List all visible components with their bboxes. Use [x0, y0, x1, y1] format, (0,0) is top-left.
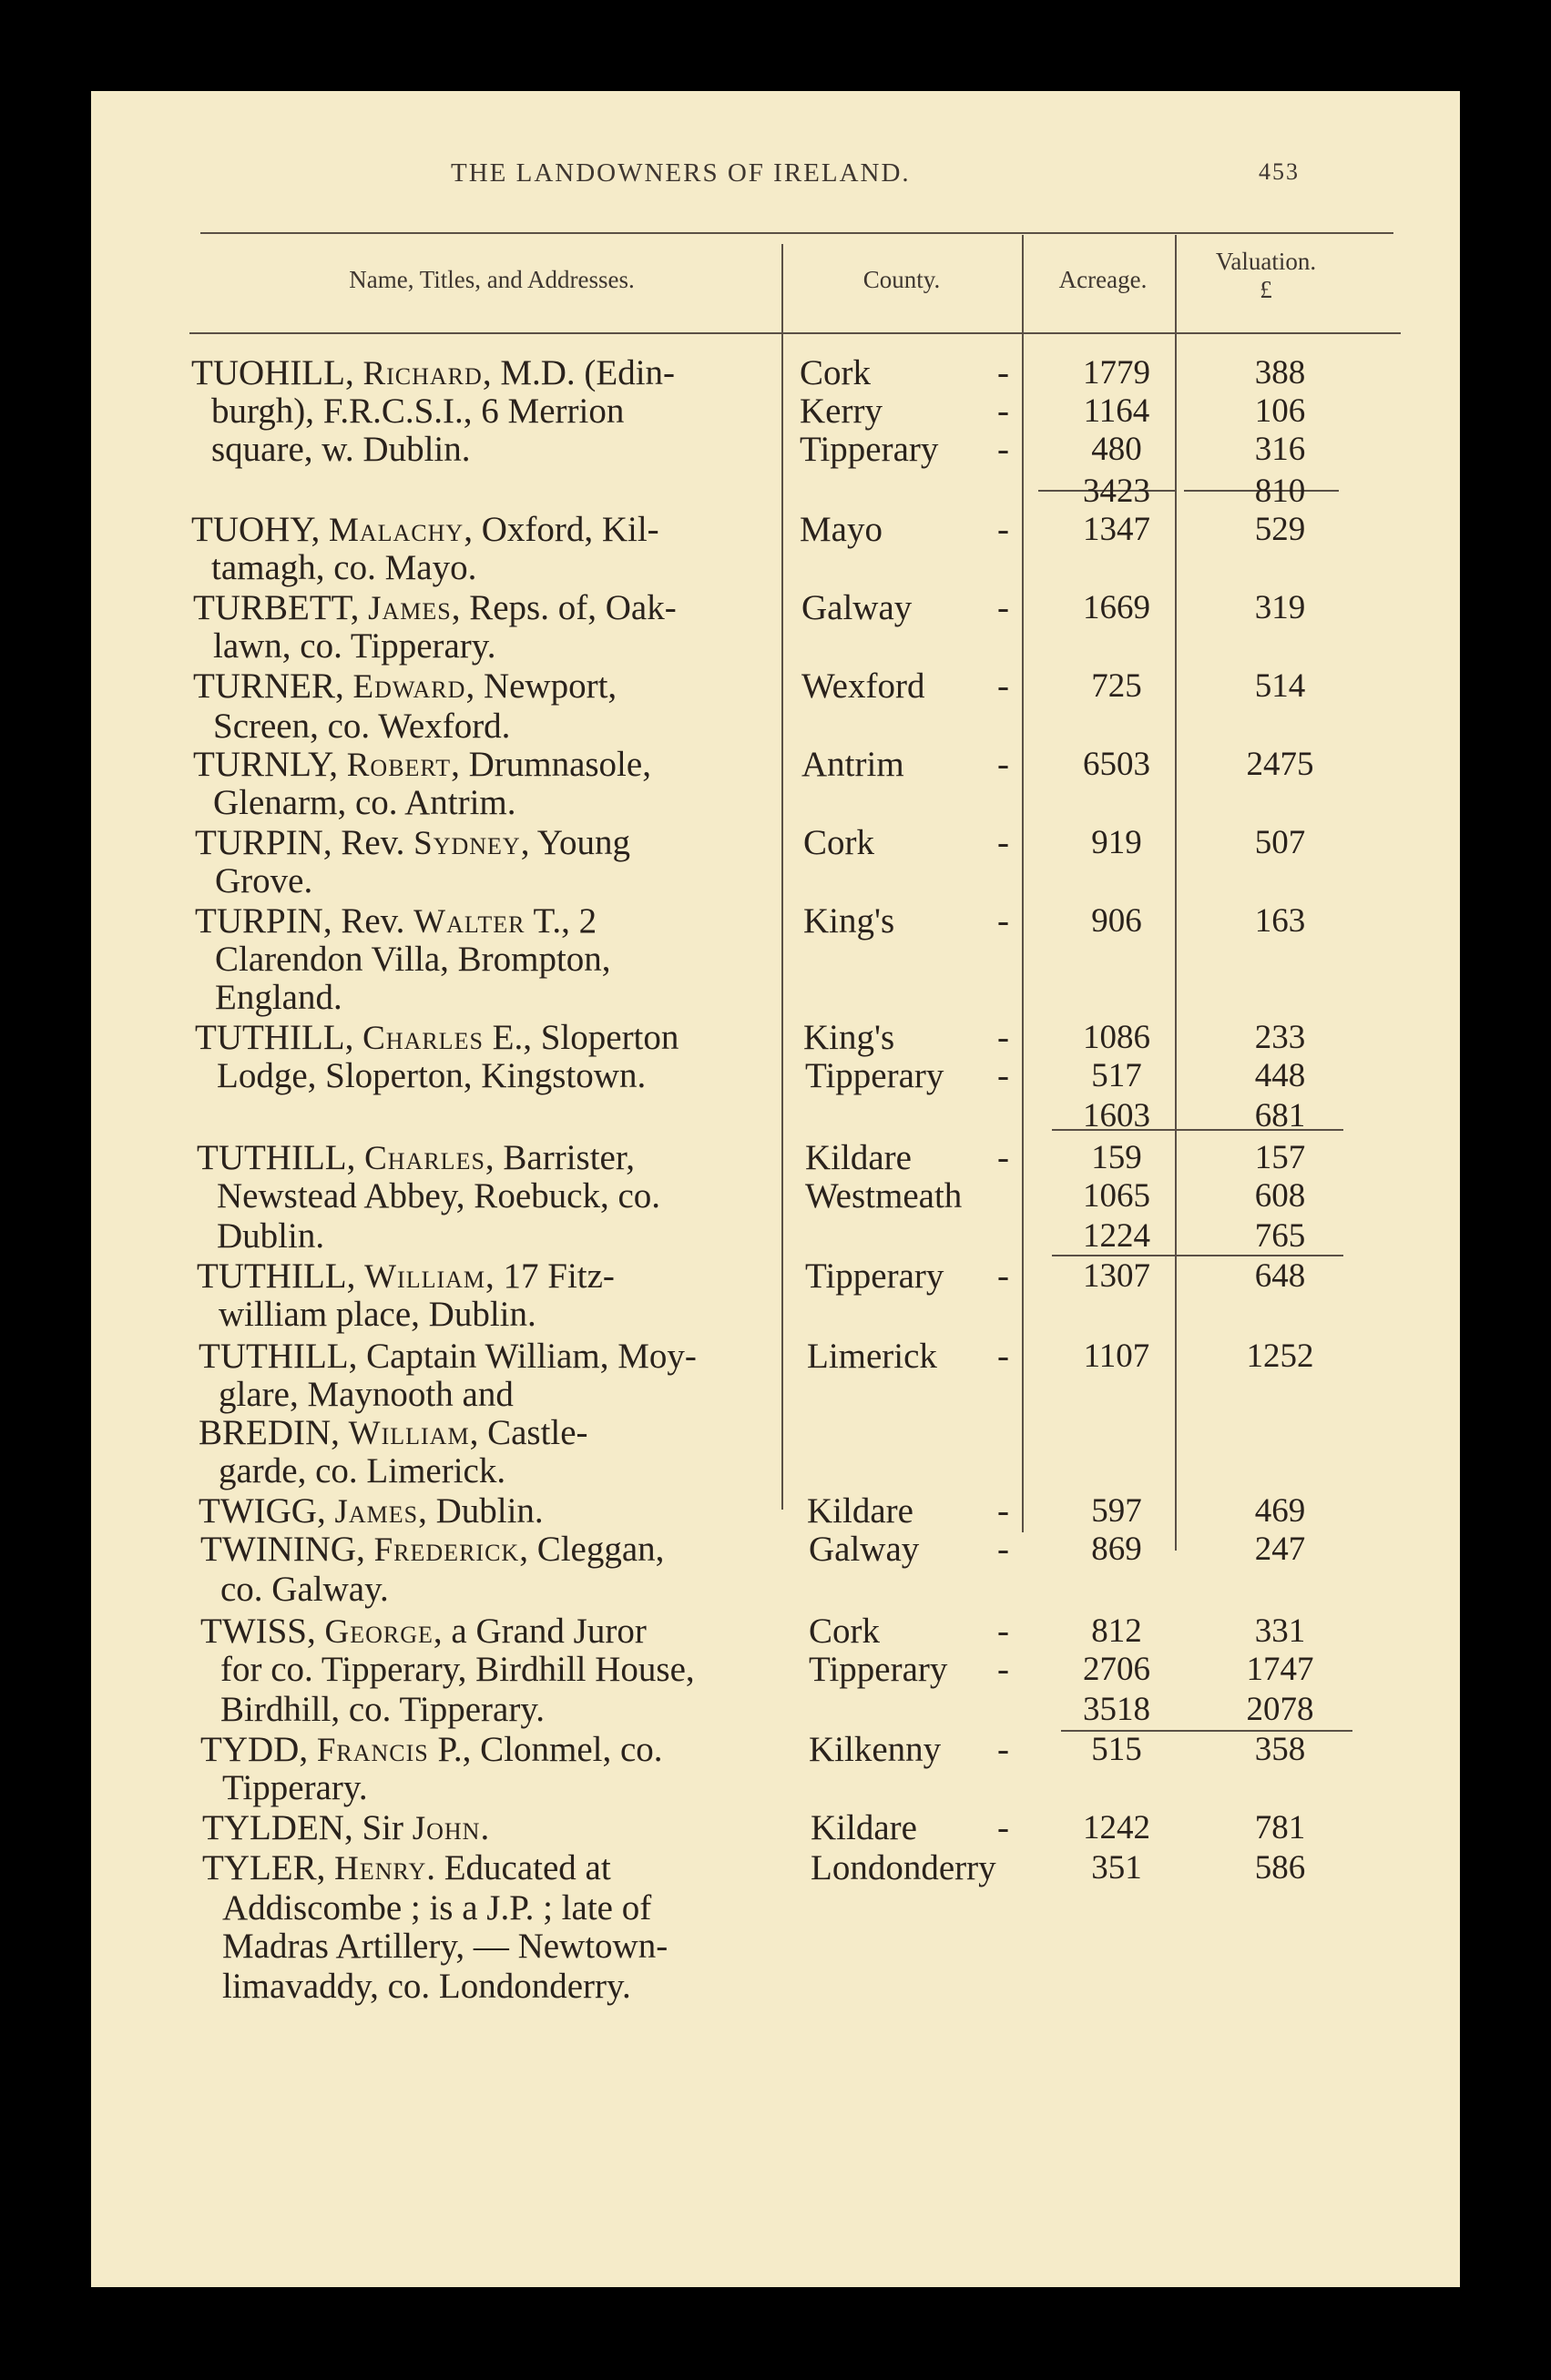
- county-dash: -: [997, 392, 1009, 431]
- acreage-cell: 919: [1091, 824, 1142, 861]
- county-dash: -: [997, 901, 1009, 941]
- valuation-cell: 106: [1254, 392, 1306, 430]
- acreage-cell: 6503: [1083, 746, 1150, 783]
- name-text: TYDD,: [200, 1730, 317, 1769]
- county-dash: -: [997, 745, 1009, 784]
- county-cell: Tipperary: [800, 430, 939, 469]
- table-row: [91, 1256, 1460, 1297]
- forename-smallcaps: Sydney: [413, 825, 521, 862]
- name-text: , Reps. of, Oak-: [451, 588, 677, 627]
- county-cell: Cork: [809, 1612, 880, 1651]
- table-row: [91, 548, 1460, 588]
- landowner-name-line: [193, 666, 617, 707]
- county-dash: -: [997, 1730, 1009, 1769]
- name-text: , 17 Fitz-: [485, 1256, 615, 1296]
- table-row: [91, 1375, 1460, 1415]
- header-bottom-rule: [189, 332, 1401, 334]
- county-dash: -: [997, 430, 1009, 469]
- valuation-cell: 2475: [1246, 746, 1314, 783]
- acreage-cell: 812: [1091, 1612, 1142, 1650]
- name-text: TURNER,: [193, 666, 353, 706]
- forename-smallcaps: William: [348, 1415, 470, 1452]
- table-row: [91, 392, 1460, 432]
- landowner-name-line: [199, 1491, 544, 1532]
- name-text: BREDIN,: [199, 1413, 349, 1452]
- name-text: Dublin.: [217, 1216, 325, 1256]
- valuation-unit: £: [1260, 276, 1272, 303]
- table-row: [91, 666, 1460, 707]
- landowner-name-line: [222, 1768, 368, 1808]
- name-text: co. Galway.: [220, 1570, 389, 1609]
- forename-smallcaps: George: [324, 1613, 434, 1651]
- landowner-name-line: [191, 353, 675, 394]
- landowner-name-line: [191, 510, 659, 551]
- table-row: [91, 1413, 1460, 1453]
- county-dash: -: [997, 1808, 1009, 1847]
- landowner-name-line: [200, 1730, 663, 1771]
- valuation-cell: 514: [1254, 667, 1306, 705]
- county-dash: -: [997, 1018, 1009, 1057]
- table-row: [91, 861, 1460, 901]
- valuation-cell: 157: [1254, 1139, 1306, 1176]
- name-text: .: [480, 1808, 490, 1847]
- acreage-cell: 2706: [1083, 1651, 1150, 1688]
- forename-smallcaps: Walter: [413, 903, 526, 941]
- landowner-name-line: [220, 1650, 695, 1690]
- valuation-cell: 233: [1254, 1019, 1306, 1056]
- name-text: TUOHILL,: [191, 353, 363, 392]
- name-text: for co. Tipperary, Birdhill House,: [220, 1650, 695, 1689]
- county-cell: Wexford: [801, 666, 925, 706]
- valuation-cell: 331: [1254, 1612, 1306, 1650]
- name-text: Grove.: [215, 861, 313, 900]
- table-row: [91, 430, 1460, 470]
- book-page: [91, 91, 1460, 2287]
- acreage-cell: 1669: [1083, 589, 1150, 626]
- name-text: Screen, co. Wexford.: [213, 707, 511, 746]
- table-row: [91, 1570, 1460, 1610]
- landowner-name-line: [213, 783, 516, 823]
- name-text: TUTHILL, Captain William, Moy-: [199, 1337, 697, 1376]
- valuation-cell: 247: [1254, 1531, 1306, 1568]
- landowner-name-line: [195, 1018, 679, 1059]
- table-row: [91, 1491, 1460, 1531]
- county-dash: -: [997, 353, 1009, 392]
- forename-smallcaps: John: [412, 1810, 481, 1847]
- landowner-name-line: [213, 707, 510, 747]
- table-row: [91, 940, 1460, 980]
- table-row: [91, 1018, 1460, 1058]
- table-row: [91, 707, 1460, 747]
- county-cell: Galway: [809, 1530, 920, 1569]
- valuation-cell: 648: [1254, 1257, 1306, 1295]
- name-text: England.: [215, 978, 342, 1017]
- valuation-cell: 781: [1254, 1809, 1306, 1846]
- county-cell: King's: [803, 901, 895, 941]
- name-text: , a Grand Juror: [433, 1612, 647, 1651]
- acreage-cell: 906: [1091, 902, 1142, 940]
- acreage-cell: 480: [1091, 431, 1142, 468]
- county-cell: Tipperary: [805, 1256, 944, 1296]
- table-row: [91, 1530, 1460, 1570]
- valuation-cell: 1252: [1246, 1337, 1314, 1375]
- acreage-cell: 1307: [1083, 1257, 1150, 1295]
- table-row: [91, 1690, 1460, 1730]
- forename-smallcaps: Charles: [364, 1140, 485, 1177]
- valuation-cell: 316: [1254, 431, 1306, 468]
- county-cell: Mayo: [800, 510, 883, 549]
- name-text: lawn, co. Tipperary.: [213, 626, 496, 666]
- table-row: [91, 1612, 1460, 1652]
- landowner-name-line: [219, 1295, 536, 1335]
- county-dash: -: [997, 1530, 1009, 1569]
- valuation-cell: 163: [1254, 902, 1306, 940]
- acreage-cell: 869: [1091, 1531, 1142, 1568]
- county-dash: -: [997, 510, 1009, 549]
- forename-smallcaps: James: [368, 590, 452, 627]
- name-text: burgh), F.R.C.S.I., 6 Merrion: [211, 392, 625, 431]
- name-text: william place, Dublin.: [219, 1295, 536, 1334]
- acreage-cell: 351: [1091, 1849, 1142, 1887]
- name-text: tamagh, co. Mayo.: [211, 548, 477, 587]
- acreage-cell: 1242: [1083, 1809, 1150, 1846]
- landowner-name-line: [199, 1413, 588, 1454]
- valuation-cell: 608: [1254, 1177, 1306, 1215]
- county-cell: Kildare: [811, 1808, 917, 1847]
- column-header-acreage: Acreage.: [1058, 266, 1148, 293]
- table-row: [91, 1888, 1460, 1928]
- landowner-name-line: [200, 1612, 647, 1653]
- acreage-cell: 1224: [1083, 1217, 1150, 1255]
- landowner-name-line: [217, 1216, 324, 1256]
- landowner-name-line: [215, 861, 312, 901]
- name-text: Clarendon Villa, Brompton,: [215, 940, 611, 979]
- county-cell: Cork: [803, 823, 874, 862]
- name-text: , Cleggan,: [519, 1530, 665, 1569]
- county-cell: Galway: [801, 588, 913, 627]
- valuation-cell: 388: [1254, 354, 1306, 392]
- valuation-cell: 681: [1254, 1097, 1306, 1134]
- landowner-name-line: [193, 588, 677, 629]
- name-text: glare, Maynooth and: [219, 1375, 514, 1414]
- landowner-name-line: [211, 430, 471, 470]
- county-cell: Westmeath: [805, 1176, 963, 1215]
- valuation-cell: 319: [1254, 589, 1306, 626]
- table-row: [91, 1056, 1460, 1096]
- forename-smallcaps: James: [334, 1493, 419, 1531]
- acreage-cell: 1086: [1083, 1019, 1150, 1056]
- valuation-cell: 765: [1254, 1217, 1306, 1255]
- landowner-name-line: [217, 1176, 660, 1216]
- name-text: TUTHILL,: [195, 1018, 363, 1057]
- table-row: [91, 1927, 1460, 1967]
- name-text: , Young: [520, 823, 631, 862]
- name-text: TURNLY,: [193, 745, 347, 784]
- name-text: TURPIN, Rev.: [195, 823, 414, 862]
- county-cell: Tipperary: [805, 1056, 944, 1095]
- table-row: [91, 353, 1460, 393]
- table-row: [91, 472, 1460, 512]
- name-text: Glenarm, co. Antrim.: [213, 783, 516, 822]
- landowner-name-line: [193, 745, 651, 786]
- county-dash: -: [997, 1138, 1009, 1177]
- table-row: [91, 978, 1460, 1018]
- name-text: E., Sloperton: [483, 1018, 679, 1057]
- valuation-cell: 2078: [1246, 1691, 1314, 1728]
- county-dash: -: [997, 1491, 1009, 1531]
- county-dash: -: [997, 588, 1009, 627]
- table-row: [91, 1216, 1460, 1256]
- page-number: 453: [1259, 158, 1300, 185]
- forename-smallcaps: Richard: [362, 355, 483, 392]
- table-row: [91, 901, 1460, 941]
- name-text: , Drumnasole,: [451, 745, 651, 784]
- county-dash: -: [997, 1256, 1009, 1296]
- forename-smallcaps: Robert: [346, 747, 452, 784]
- county-dash: -: [997, 1056, 1009, 1095]
- county-cell: Kildare: [805, 1138, 912, 1177]
- forename-smallcaps: Edward: [352, 668, 466, 706]
- landowner-name-line: [217, 1056, 646, 1096]
- acreage-cell: 515: [1091, 1731, 1142, 1768]
- acreage-cell: 1603: [1083, 1097, 1150, 1134]
- county-cell: King's: [803, 1018, 895, 1057]
- landowner-name-line: [215, 978, 342, 1018]
- landowner-name-line: [213, 626, 496, 666]
- acreage-cell: 3423: [1083, 473, 1150, 510]
- landowner-name-line: [222, 1967, 631, 2007]
- acreage-cell: 725: [1091, 667, 1142, 705]
- county-cell: Cork: [800, 353, 871, 392]
- name-text: , Castle-: [469, 1413, 588, 1452]
- name-text: TYLER,: [202, 1848, 335, 1887]
- table-row: [91, 1295, 1460, 1335]
- name-text: Birdhill, co. Tipperary.: [220, 1690, 546, 1729]
- table-row: [91, 783, 1460, 823]
- county-cell: Antrim: [801, 745, 904, 784]
- landowner-name-line: [202, 1808, 489, 1849]
- landowner-name-line: [211, 392, 624, 432]
- acreage-cell: 1065: [1083, 1177, 1150, 1215]
- name-text: TUTHILL,: [197, 1138, 365, 1177]
- name-text: TURPIN, Rev.: [195, 901, 414, 941]
- county-cell: Kerry: [800, 392, 883, 431]
- landowner-name-line: [222, 1888, 651, 1928]
- table-row: [91, 1138, 1460, 1178]
- landowner-name-line: [220, 1570, 389, 1610]
- forename-smallcaps: Malachy: [328, 512, 464, 549]
- acreage-cell: 1779: [1083, 354, 1150, 392]
- landowner-name-line: [219, 1451, 505, 1491]
- name-text: garde, co. Limerick.: [219, 1451, 506, 1490]
- name-text: Newstead Abbey, Roebuck, co.: [217, 1176, 661, 1215]
- name-text: TURBETT,: [193, 588, 369, 627]
- name-text: Addiscombe ; is a J.P. ; late of: [222, 1888, 652, 1927]
- name-text: P., Clonmel, co.: [428, 1730, 663, 1769]
- name-text: square, w. Dublin.: [211, 430, 471, 469]
- valuation-cell: 810: [1254, 473, 1306, 510]
- table-row: [91, 1451, 1460, 1491]
- table-row: [91, 1967, 1460, 2007]
- landowner-name-line: [219, 1375, 514, 1415]
- name-text: Tipperary.: [222, 1768, 368, 1807]
- name-text: limavaddy, co. Londonderry.: [222, 1967, 631, 2006]
- name-text: TWIGG,: [199, 1491, 335, 1531]
- acreage-cell: 597: [1091, 1492, 1142, 1530]
- county-cell: Londonderry: [811, 1848, 996, 1887]
- county-dash: -: [997, 1612, 1009, 1651]
- name-text: , Newport,: [465, 666, 617, 706]
- acreage-cell: 3518: [1083, 1691, 1150, 1728]
- county-dash: -: [997, 1337, 1009, 1376]
- valuation-cell: 507: [1254, 824, 1306, 861]
- county-dash: -: [997, 666, 1009, 706]
- name-text: , M.D. (Edin-: [482, 353, 676, 392]
- landowner-name-line: [211, 548, 476, 588]
- county-cell: Kilkenny: [809, 1730, 942, 1769]
- table-row: [91, 1768, 1460, 1808]
- name-text: Madras Artillery, — Newtown-: [222, 1927, 668, 1966]
- landowner-name-line: [195, 823, 630, 864]
- acreage-cell: 1347: [1083, 511, 1150, 548]
- landowner-name-line: [197, 1138, 635, 1179]
- landowner-name-line: [222, 1927, 668, 1967]
- forename-smallcaps: William: [364, 1258, 486, 1296]
- name-text: TUOHY,: [191, 510, 329, 549]
- acreage-cell: 1107: [1083, 1337, 1150, 1375]
- name-text: , Oxford, Kil-: [464, 510, 659, 549]
- name-text: TYLDEN, Sir: [202, 1808, 413, 1847]
- table-row: [91, 1848, 1460, 1888]
- table-row: [91, 1096, 1460, 1136]
- valuation-cell: 1747: [1246, 1651, 1314, 1688]
- table-row: [91, 1730, 1460, 1770]
- column-header-county: County.: [862, 266, 941, 293]
- running-title: THE LANDOWNERS OF IRELAND.: [451, 158, 911, 188]
- name-text: TWISS,: [200, 1612, 325, 1651]
- county-cell: Limerick: [807, 1337, 937, 1376]
- landowner-name-line: [195, 901, 597, 942]
- county-dash: -: [997, 1650, 1009, 1689]
- name-text: TUTHILL,: [197, 1256, 365, 1296]
- county-dash: -: [997, 823, 1009, 862]
- table-row: [91, 510, 1460, 550]
- table-row: [91, 823, 1460, 863]
- name-text: Lodge, Sloperton, Kingstown.: [217, 1056, 647, 1095]
- table-row: [91, 588, 1460, 628]
- landowner-name-line: [199, 1337, 697, 1377]
- name-text: T., 2: [525, 901, 597, 941]
- landowner-name-line: [200, 1530, 664, 1571]
- header-top-rule: [200, 232, 1393, 234]
- landowner-name-line: [220, 1690, 545, 1730]
- table-row: [91, 745, 1460, 785]
- column-header-valuation: [1166, 248, 1366, 304]
- name-text: , Dublin.: [418, 1491, 544, 1531]
- acreage-cell: 1164: [1083, 392, 1150, 430]
- acreage-cell: 159: [1091, 1139, 1142, 1176]
- name-text: . Educated at: [426, 1848, 611, 1887]
- table-row: [91, 1337, 1460, 1377]
- column-header-name: Name, Titles, and Addresses.: [349, 266, 635, 293]
- name-text: , Barrister,: [485, 1138, 636, 1177]
- valuation-cell: 358: [1254, 1731, 1306, 1768]
- forename-smallcaps: Charles: [362, 1020, 484, 1057]
- valuation-label: Valuation.: [1215, 248, 1317, 275]
- landowner-name-line: [202, 1848, 611, 1889]
- forename-smallcaps: Henry: [334, 1850, 427, 1887]
- valuation-cell: 469: [1254, 1492, 1306, 1530]
- landowner-name-line: [215, 940, 611, 980]
- valuation-cell: 529: [1254, 511, 1306, 548]
- forename-smallcaps: Frederick: [373, 1531, 520, 1569]
- landowner-name-line: [197, 1256, 615, 1297]
- name-text: TWINING,: [200, 1530, 374, 1569]
- forename-smallcaps: Francis: [316, 1732, 429, 1769]
- acreage-cell: 517: [1091, 1057, 1142, 1094]
- valuation-cell: 448: [1254, 1057, 1306, 1094]
- valuation-cell: 586: [1254, 1849, 1306, 1887]
- table-row: [91, 1176, 1460, 1216]
- table-row: [91, 626, 1460, 666]
- county-cell: Tipperary: [809, 1650, 948, 1689]
- county-cell: Kildare: [807, 1491, 913, 1531]
- table-row: [91, 1650, 1460, 1690]
- table-row: [91, 1808, 1460, 1848]
